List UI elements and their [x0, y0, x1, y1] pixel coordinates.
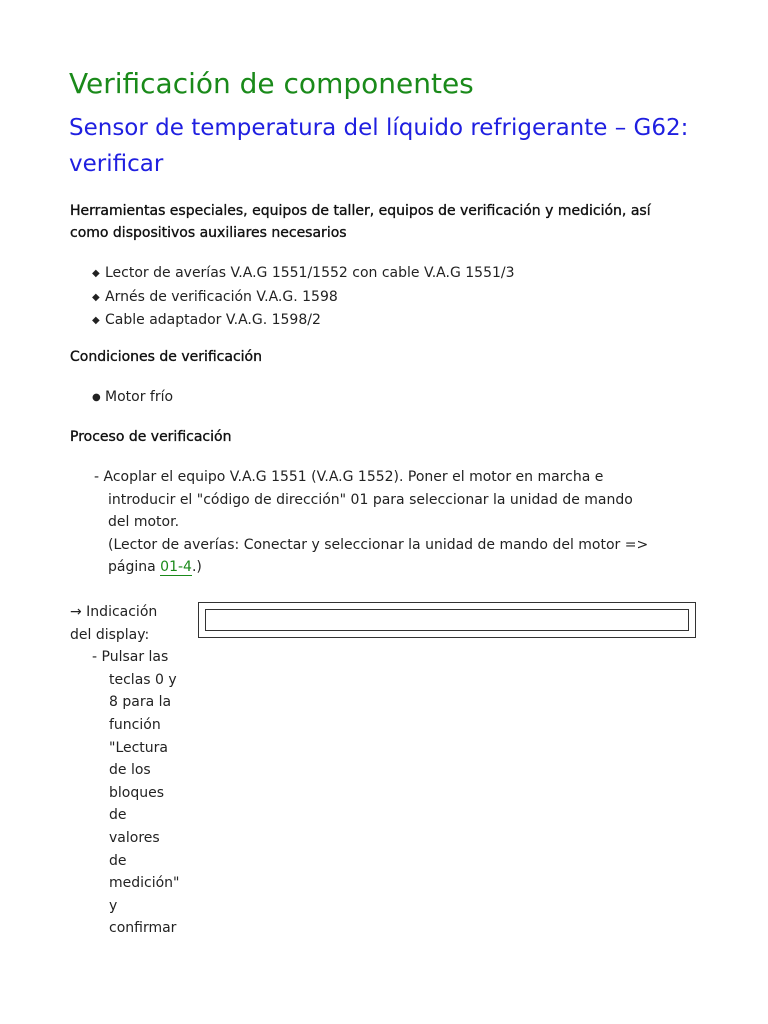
tools-heading-line-2: como dispositivos auxiliares necesarios	[70, 225, 347, 241]
page-title: Verificación de componentes	[69, 67, 474, 100]
step-text-line: de	[109, 852, 127, 869]
step-text-line: función	[109, 716, 161, 733]
step-text-line: valores	[109, 829, 160, 846]
step-text-line: y	[109, 897, 118, 914]
tester-display-box	[198, 602, 696, 638]
step-text-line: medición"	[109, 875, 180, 892]
list-item: ◆ Arnés de verificación V.A.G. 1598	[92, 286, 515, 310]
display-label-line-1: → Indicación	[70, 604, 158, 620]
page-reference-link[interactable]: 01-4	[160, 559, 192, 575]
display-label-line-2: del display:	[70, 626, 150, 643]
step-text-line: - Pulsar las	[92, 649, 169, 666]
step-text-line: del motor.	[108, 514, 180, 530]
tools-list	[92, 262, 515, 333]
step-text-line: (Lector de averías: Conectar y seleccionar la unidad de mando del motor =>	[108, 536, 649, 553]
tools-heading-line-1: Herramientas especiales, equipos de taller, equipos de verificación y medición, así	[70, 203, 651, 219]
bullet-icon: ◆	[92, 291, 100, 303]
conditions-list	[92, 386, 173, 410]
step-text-line: "Lectura	[109, 739, 169, 756]
list-item: ● Motor frío	[92, 386, 173, 410]
step-text-line: teclas 0 y	[109, 671, 177, 688]
step-text-line: introducir el "código de dirección" 01 para seleccionar la unidad de mando	[108, 491, 633, 508]
list-item: ◆ Lector de averías V.A.G 1551/1552 con cable V.A.G 1551/3	[92, 262, 515, 286]
step-text-line: bloques	[109, 784, 165, 801]
bullet-icon: ◆	[92, 315, 100, 327]
bullet-icon: ◆	[92, 268, 100, 279]
tester-display-screen	[205, 609, 689, 631]
display-instructions	[70, 601, 200, 940]
step-text-line: - Acoplar el equipo V.A.G 1551 (V.A.G 1552). Poner el motor en marcha e	[94, 469, 604, 485]
step-text-line: de los	[109, 762, 151, 779]
step-text-line: confirmar	[109, 920, 177, 937]
step-text-line: 8 para la	[109, 694, 172, 711]
tools-heading	[70, 200, 651, 244]
conditions-heading: Condiciones de verificación	[70, 349, 262, 365]
step-text-line: de	[109, 807, 127, 824]
step-connect-tester	[94, 466, 694, 579]
list-item: ◆ Cable adaptador V.A.G. 1598/2	[92, 309, 515, 333]
step-text-line: página 01-4.)	[108, 559, 202, 575]
bullet-icon: ●	[92, 392, 101, 403]
page-subtitle: Sensor de temperatura del líquido refrigerante – G62: verificar	[69, 115, 689, 177]
process-heading: Proceso de verificación	[70, 429, 232, 445]
